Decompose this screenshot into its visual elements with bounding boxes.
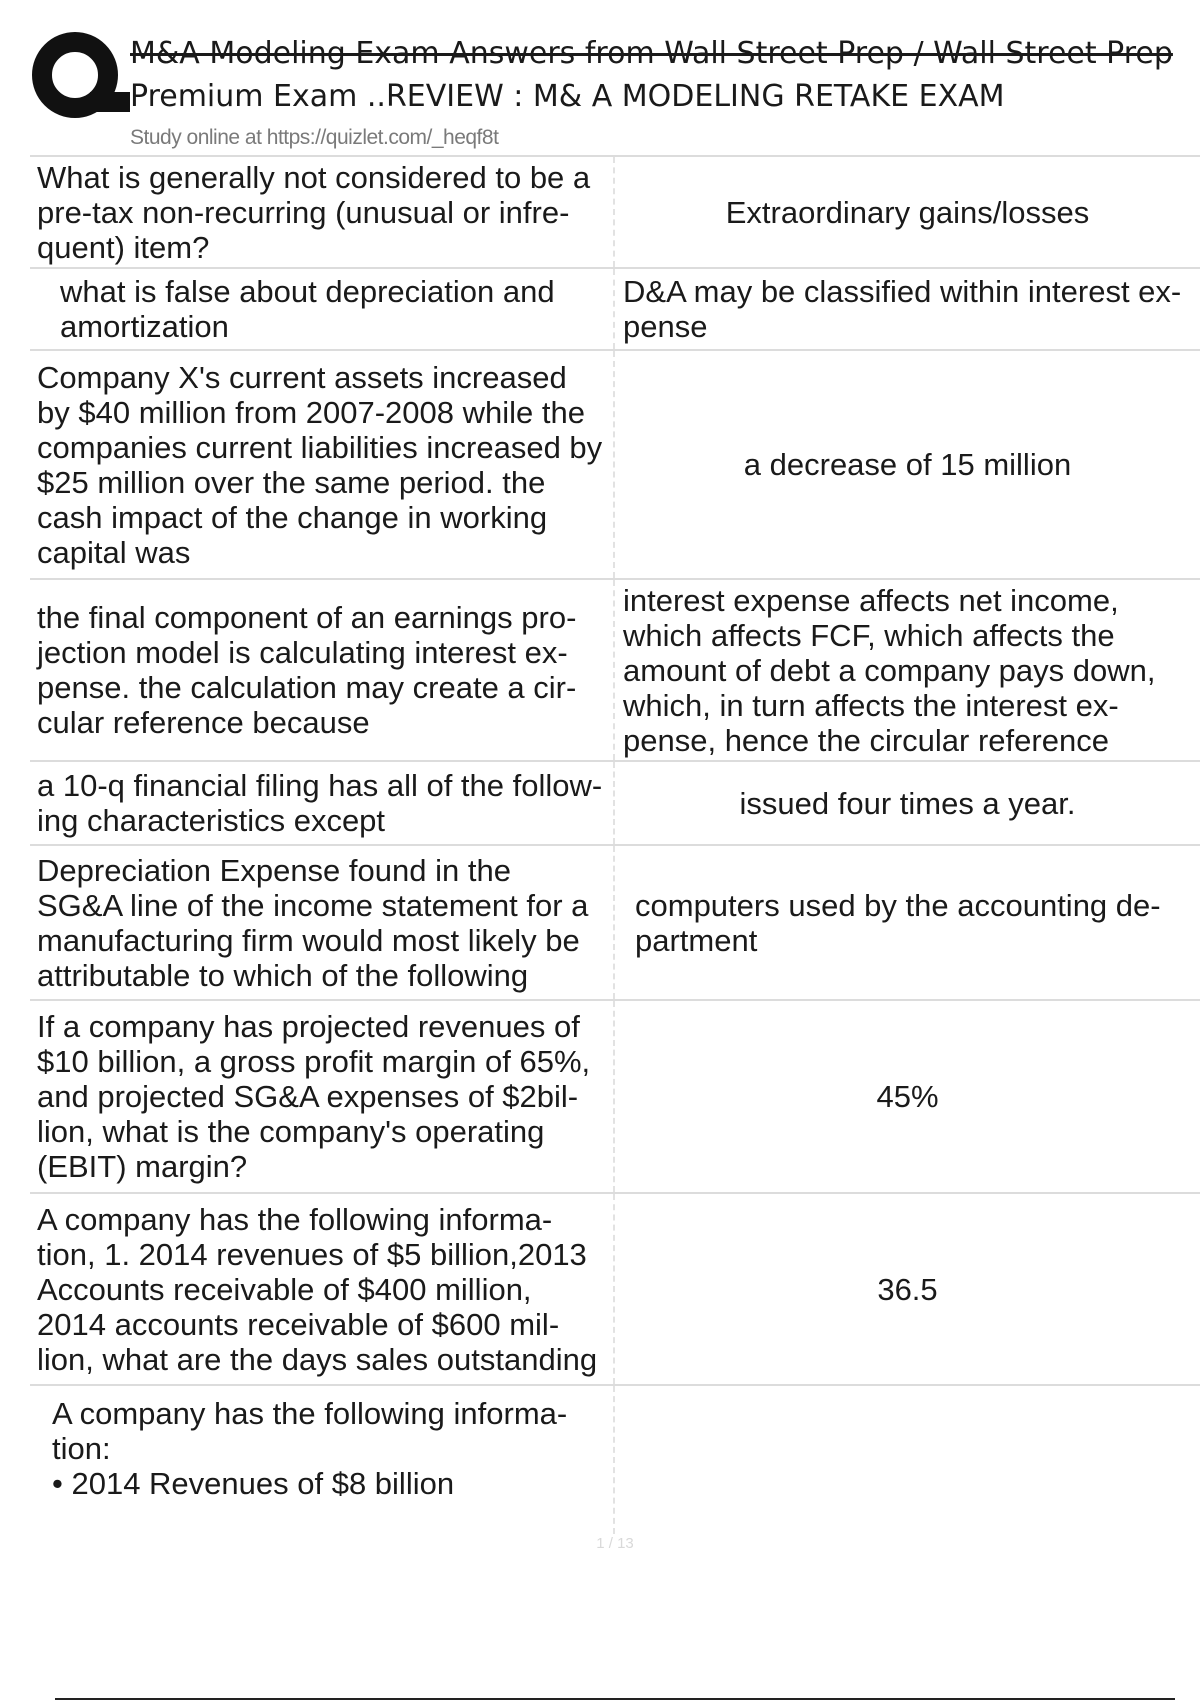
answer-text: 45% bbox=[876, 1079, 939, 1114]
question-line: A company has the following informa-tion: bbox=[52, 1396, 568, 1466]
flashcard-row bbox=[30, 760, 1200, 844]
question-text: a 10-q financial filing has all of the follow-ing characteristics except bbox=[30, 762, 615, 844]
document-title-line2: Premium Exam ..REVIEW : M& A MODELING RETAKE EXAM bbox=[130, 79, 1005, 114]
question-bullet: • 2014 Revenues of $8 billion bbox=[52, 1466, 455, 1501]
answer-text: 36.5 bbox=[877, 1271, 938, 1307]
question-text: If a company has projected revenues of $10 billion, a gross profit margin of 65%, and projected SG&A expenses of $2bil-lion, what is the company's operating (EBIT) margin? bbox=[30, 1001, 615, 1192]
question-text: What is generally not considered to be a pre-tax non-recurring (unusual or infre-quent) item? bbox=[30, 157, 615, 267]
answer-text: a decrease of 15 million bbox=[743, 447, 1072, 482]
answer-text bbox=[615, 1386, 1200, 1534]
question-text: Depreciation Expense found in the SG&A line of the income statement for a manufacturing firm would most likely be attributable to which of the following bbox=[30, 846, 615, 999]
answer-text: computers used by the accounting de-partment bbox=[635, 887, 1161, 958]
quizlet-logo-icon bbox=[30, 30, 130, 130]
flashcard-row bbox=[30, 349, 1200, 578]
question-text: the final component of an earnings pro-jection model is calculating interest ex-pense. the calculation may create a cir-cular reference because bbox=[30, 580, 615, 760]
flashcard-row bbox=[30, 999, 1200, 1192]
answer-text: Extraordinary gains/losses bbox=[725, 194, 1090, 230]
answer-text: issued four times a year. bbox=[739, 785, 1076, 821]
flashcard-row bbox=[30, 1384, 1200, 1534]
document-title-line1: M&A Modeling Exam Answers from Wall Street Prep / Wall Street Prep bbox=[130, 36, 1173, 71]
question-text bbox=[30, 1386, 615, 1534]
flashcard-row bbox=[30, 578, 1200, 760]
question-text: A company has the following informa-tion, 1. 2014 revenues of $5 billion,2013 Accounts receivable of $400 million, 2014 accounts receivable of $600 mil-lion, what are the days sales outstanding bbox=[30, 1194, 615, 1384]
question-text: Company X's current assets increased by $40 million from 2007-2008 while the companies current liabilities increased by $25 million over the same period. the cash impact of the change in working capital was bbox=[30, 351, 615, 578]
flashcard-row bbox=[30, 155, 1200, 267]
answer-text: interest expense affects net income, which affects FCF, which affects the amount of debt a company pays down, which, in turn affects the interest ex-pense, hence the circular reference bbox=[623, 582, 1156, 758]
flashcard-table bbox=[30, 155, 1200, 1534]
study-online-link[interactable]: Study online at https://quizlet.com/_heqf8t bbox=[130, 126, 499, 149]
page-number: 1 / 13 bbox=[596, 1535, 634, 1552]
page-header bbox=[30, 30, 1190, 155]
answer-text: D&A may be classified within interest ex-pense bbox=[623, 274, 1182, 344]
flashcard-row bbox=[30, 844, 1200, 999]
flashcard-row bbox=[30, 267, 1200, 349]
question-text: what is false about depreciation and amortization bbox=[30, 269, 615, 349]
flashcard-row bbox=[30, 1192, 1200, 1384]
